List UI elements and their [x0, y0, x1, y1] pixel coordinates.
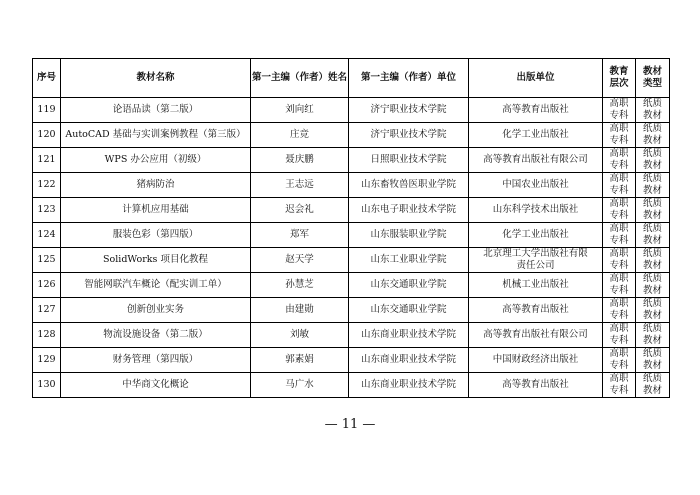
row-education-level: 高职 专科: [603, 373, 636, 398]
row-organization: 山东交通职业学院: [349, 273, 469, 298]
row-publisher: 高等教育出版社: [469, 298, 603, 323]
row-author: 刘敏: [251, 323, 349, 348]
row-textbook-type: 纸质 教材: [636, 173, 670, 198]
table-row: [33, 123, 670, 148]
row-author: 赵天学: [251, 248, 349, 273]
row-publisher: 高等教育出版社有限公司: [469, 148, 603, 173]
row-organization: 山东商业职业技术学院: [349, 348, 469, 373]
row-organization: 山东商业职业技术学院: [349, 323, 469, 348]
row-author: 迟会礼: [251, 198, 349, 223]
table-row: [33, 298, 670, 323]
row-index: 127: [33, 298, 61, 323]
table-row: [33, 323, 670, 348]
row-index: 128: [33, 323, 61, 348]
table-row: [33, 198, 670, 223]
row-title: SolidWorks 项目化教程: [61, 248, 251, 273]
row-textbook-type: 纸质 教材: [636, 273, 670, 298]
row-textbook-type: 纸质 教材: [636, 348, 670, 373]
row-author: 郑军: [251, 223, 349, 248]
row-author: 庄竞: [251, 123, 349, 148]
row-publisher: 高等教育出版社: [469, 373, 603, 398]
header-education-level: 教育 层次: [603, 59, 636, 98]
row-author: 聂庆鹏: [251, 148, 349, 173]
row-publisher: 山东科学技术出版社: [469, 198, 603, 223]
table-row: [33, 148, 670, 173]
table-row: [33, 273, 670, 298]
row-index: 129: [33, 348, 61, 373]
row-index: 124: [33, 223, 61, 248]
row-author: 孙慧芝: [251, 273, 349, 298]
row-organization: 山东畜牧兽医职业学院: [349, 173, 469, 198]
row-organization: 山东工业职业学院: [349, 248, 469, 273]
row-publisher: 高等教育出版社有限公司: [469, 323, 603, 348]
row-textbook-type: 纸质 教材: [636, 298, 670, 323]
row-author: 郭素娟: [251, 348, 349, 373]
row-index: 125: [33, 248, 61, 273]
row-title: WPS 办公应用（初级）: [61, 148, 251, 173]
row-publisher: 化学工业出版社: [469, 123, 603, 148]
row-title: 物流设施设备（第二版）: [61, 323, 251, 348]
row-title: 论语品读（第二版）: [61, 98, 251, 123]
table-header-row: [33, 59, 670, 98]
row-organization: 山东交通职业学院: [349, 298, 469, 323]
row-publisher: 高等教育出版社: [469, 98, 603, 123]
row-index: 121: [33, 148, 61, 173]
textbook-table: [32, 58, 670, 398]
row-index: 122: [33, 173, 61, 198]
row-index: 130: [33, 373, 61, 398]
row-author: 刘向红: [251, 98, 349, 123]
row-education-level: 高职 专科: [603, 123, 636, 148]
row-education-level: 高职 专科: [603, 223, 636, 248]
header-organization: 第一主编（作者）单位: [349, 59, 469, 98]
row-title: 服装色彩（第四版）: [61, 223, 251, 248]
row-title: AutoCAD 基础与实训案例教程（第三版）: [61, 123, 251, 148]
row-title: 财务管理（第四版）: [61, 348, 251, 373]
row-textbook-type: 纸质 教材: [636, 98, 670, 123]
row-index: 119: [33, 98, 61, 123]
row-education-level: 高职 专科: [603, 323, 636, 348]
row-textbook-type: 纸质 教材: [636, 248, 670, 273]
row-textbook-type: 纸质 教材: [636, 148, 670, 173]
row-author: 马广水: [251, 373, 349, 398]
row-education-level: 高职 专科: [603, 298, 636, 323]
table-row: [33, 373, 670, 398]
row-publisher: 北京理工大学出版社有限 责任公司: [469, 248, 603, 273]
row-author: 由建勋: [251, 298, 349, 323]
row-title: 智能网联汽车概论（配实训工单）: [61, 273, 251, 298]
row-publisher: 中国财政经济出版社: [469, 348, 603, 373]
row-textbook-type: 纸质 教材: [636, 373, 670, 398]
row-education-level: 高职 专科: [603, 148, 636, 173]
row-organization: 济宁职业技术学院: [349, 123, 469, 148]
row-textbook-type: 纸质 教材: [636, 323, 670, 348]
row-organization: 日照职业技术学院: [349, 148, 469, 173]
row-education-level: 高职 专科: [603, 248, 636, 273]
table-row: [33, 348, 670, 373]
row-author: 王志远: [251, 173, 349, 198]
row-organization: 山东电子职业技术学院: [349, 198, 469, 223]
page-number: — 11 —: [324, 417, 376, 432]
row-textbook-type: 纸质 教材: [636, 123, 670, 148]
row-textbook-type: 纸质 教材: [636, 223, 670, 248]
table-row: [33, 248, 670, 273]
table-row: [33, 173, 670, 198]
row-education-level: 高职 专科: [603, 198, 636, 223]
row-publisher: 化学工业出版社: [469, 223, 603, 248]
row-title: 计算机应用基础: [61, 198, 251, 223]
header-title: 教材名称: [61, 59, 251, 98]
header-textbook-type: 教材 类型: [636, 59, 670, 98]
row-education-level: 高职 专科: [603, 173, 636, 198]
row-organization: 山东商业职业技术学院: [349, 373, 469, 398]
row-organization: 山东服装职业学院: [349, 223, 469, 248]
table-row: [33, 223, 670, 248]
row-education-level: 高职 专科: [603, 273, 636, 298]
row-title: 中华商文化概论: [61, 373, 251, 398]
row-publisher: 中国农业出版社: [469, 173, 603, 198]
row-publisher: 机械工业出版社: [469, 273, 603, 298]
row-title: 猪病防治: [61, 173, 251, 198]
row-index: 123: [33, 198, 61, 223]
header-publisher: 出版单位: [469, 59, 603, 98]
row-index: 126: [33, 273, 61, 298]
row-title: 创新创业实务: [61, 298, 251, 323]
row-textbook-type: 纸质 教材: [636, 198, 670, 223]
row-education-level: 高职 专科: [603, 348, 636, 373]
table-row: [33, 98, 670, 123]
row-index: 120: [33, 123, 61, 148]
header-index: 序号: [33, 59, 61, 98]
header-author: 第一主编（作者）姓名: [251, 59, 349, 98]
row-education-level: 高职 专科: [603, 98, 636, 123]
row-organization: 济宁职业技术学院: [349, 98, 469, 123]
